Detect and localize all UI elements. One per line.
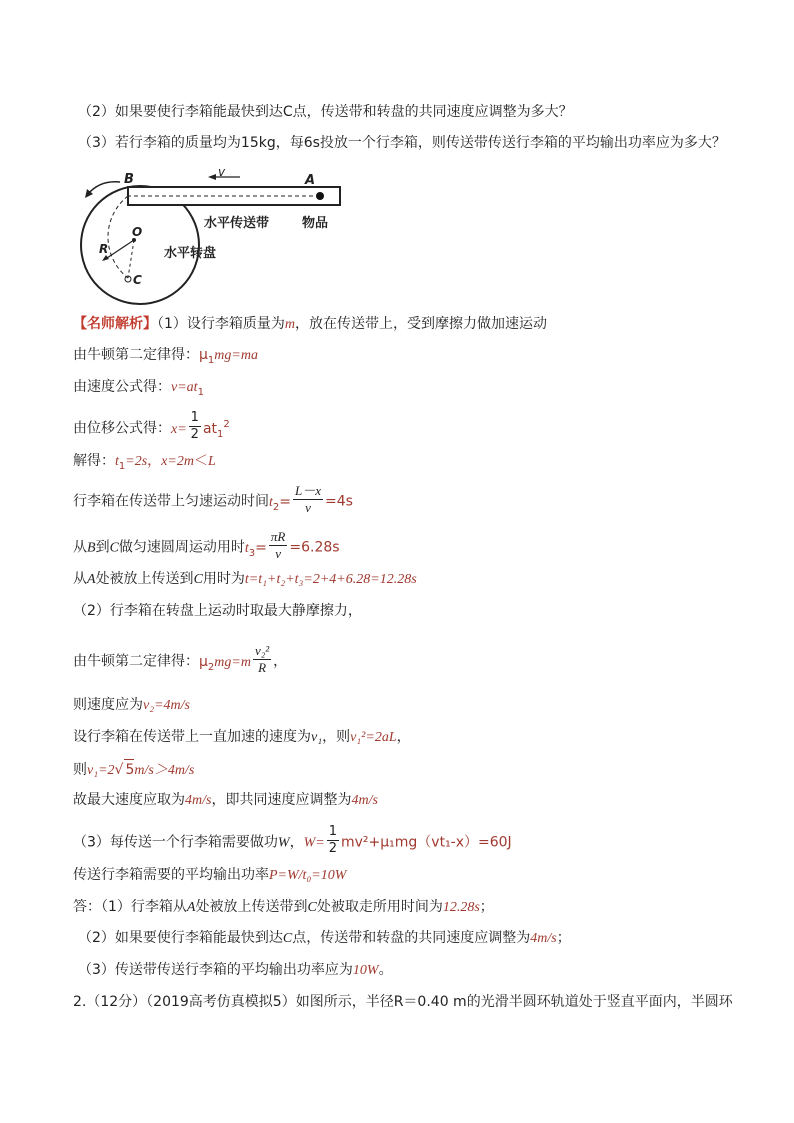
label-v: v bbox=[218, 168, 226, 179]
label-R: R bbox=[99, 242, 109, 256]
label-C: C bbox=[133, 273, 142, 287]
newton-first: 由牛顿第二定律得：$\mu_1mg=ma$ bbox=[73, 347, 258, 366]
conveyor-turntable-figure bbox=[68, 168, 348, 308]
next-question: 2.（12分）（2019高考仿真模拟5）如图所示，半径R＝0.40 m的光滑半圆环轨道处于竖直平面内，半圆环 bbox=[73, 994, 733, 1010]
circular-time: 从B到C做匀速圆周运动用时$t_3=$ $\frac{\pi R}{v}$ =6.28s bbox=[73, 529, 340, 561]
max-speed: 故最大速度应取为4m/s，即共同速度应调整为4m/s bbox=[73, 792, 378, 808]
work-formula: （3）每传送一个行李箱需要做功W，W= $\frac{1}{2}$ mv²+μ₁mg（vt₁-x）=60J bbox=[73, 824, 512, 856]
newton-second: 由牛顿第二定律得：$\mu_2mg=m$ $\frac{\text{v₂²}}{R}$ ， bbox=[73, 643, 288, 675]
question-3: （3）若行李箱的质量均为15kg，每6s投放一个行李箱，则传送带传送行李箱的平均输出功率应为多大？ bbox=[78, 135, 726, 151]
label-item: 物品 bbox=[302, 216, 329, 231]
turntable-path bbox=[108, 196, 128, 278]
velocity-arrowhead bbox=[208, 174, 216, 180]
solution-intro: 【名师解析】（1）设行李箱质量为m，放在传送带上，受到摩擦力做加速运动 bbox=[73, 316, 548, 332]
acceleration-speed: 设行李箱在传送带上一直加速的速度为v₁，则v₁²=2aL， bbox=[73, 729, 411, 745]
uniform-time: 行李箱在传送带上匀速运动时间$t_2=$ $\frac{L-x}{v}$ =4s bbox=[73, 483, 353, 515]
v1-comparison: 则v₁=2√ 5m/s＞4m/s bbox=[73, 759, 194, 781]
label-belt: 水平传送带 bbox=[204, 216, 270, 231]
label-A: A bbox=[305, 173, 316, 188]
label-B: B bbox=[124, 172, 134, 187]
velocity-formula: 由速度公式得：$v=at_1$ bbox=[73, 379, 204, 398]
answer-3: （3）传送带传送行李箱的平均输出功率应为10W。 bbox=[78, 962, 393, 978]
speed-value: 则速度应为v₂=4m/s bbox=[73, 697, 190, 713]
item-dot bbox=[316, 192, 324, 200]
radius-R bbox=[104, 240, 134, 260]
solve-result: 解得：$t_1=2s$，x=2m＜L bbox=[73, 453, 216, 472]
total-time: 从A处被放上传送到C用时为t=t₁+t₂+t₃=2+4+6.28=12.28s bbox=[73, 571, 417, 587]
label-turntable: 水平转盘 bbox=[164, 246, 217, 261]
displacement-formula: 由位移公式得：x= $\frac{1}{2}$ $at_1^2$ bbox=[73, 410, 230, 442]
average-power: 传送行李箱需要的平均输出功率P=W/t₀=10W bbox=[73, 867, 347, 883]
label-O: O bbox=[132, 225, 143, 239]
answer-1: 答：（1）行李箱从A处被放上传送带到C处被取走所用时间为12.28s； bbox=[73, 899, 494, 915]
answer-2: （2）如果要使行李箱能最快到达C点，传送带和转盘的共同速度应调整为4m/s； bbox=[78, 930, 571, 946]
part2-intro: （2）行李箱在转盘上运动时取最大静摩擦力， bbox=[73, 603, 362, 619]
question-2: （2）如果要使行李箱能最快到达C点，传送带和转盘的共同速度应调整为多大？ bbox=[78, 104, 573, 120]
